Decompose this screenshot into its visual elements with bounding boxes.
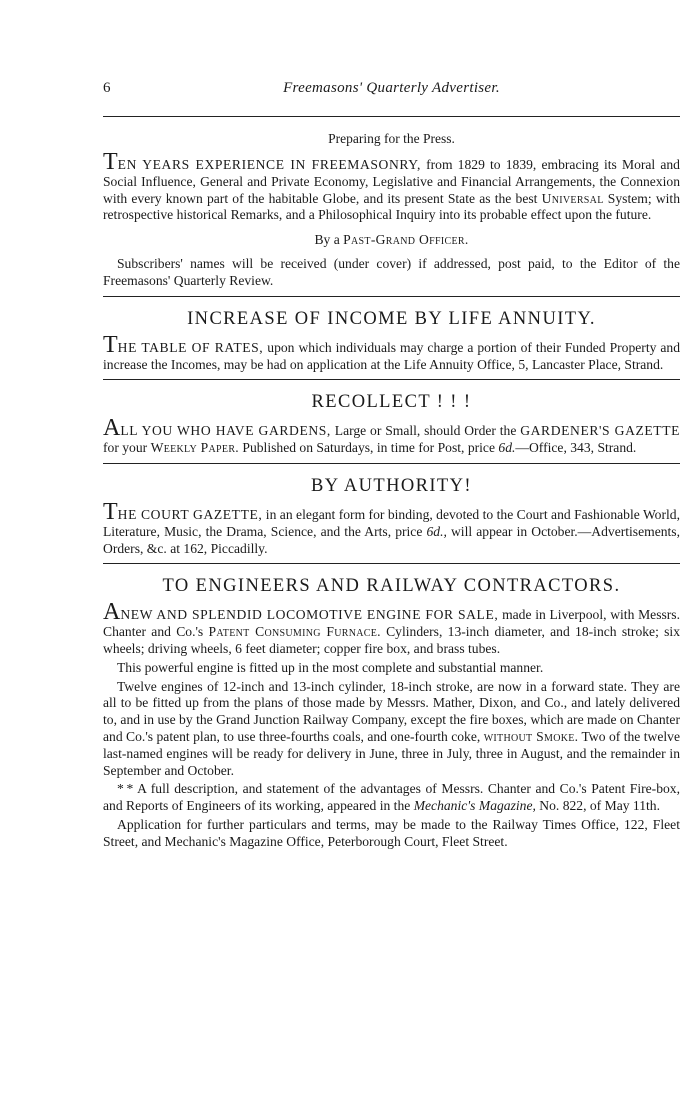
ad5-para-2: This powerful engine is fitted up in the most complete and substantial manner. (117, 659, 544, 675)
ad-ten-years-experience (103, 117, 680, 296)
ad2-heading: INCREASE OF INCOME BY LIFE ANNUITY. (187, 308, 596, 329)
ad-engineers (103, 564, 680, 856)
ad5-title: NEW AND SPLENDID LOCOMOTIVE ENGINE FOR SALE, (120, 607, 499, 623)
ad1-universal: Universal (541, 190, 604, 206)
ad5-para-3 (103, 679, 680, 780)
ad1-text-1: from 1829 to 1839, embracing its Moral and Social Influence, General and Private Economy, Legislative and Financial Arrangements, the Connexion with every known part of the habitable Globe, and its present State as the best (103, 157, 680, 206)
ad3-gardeners-gazette: GARDENER'S GAZETTE (520, 423, 681, 439)
ad3-body (103, 415, 681, 457)
ad5-drop-cap: A (103, 599, 121, 626)
ad5-para-4 (103, 781, 680, 815)
ad3-drop-cap: A (103, 415, 121, 442)
ad1-body (103, 149, 680, 224)
ad-recollect (103, 380, 680, 463)
ad3-title: LL YOU WHO HAVE GARDENS, (120, 423, 331, 439)
ad5-para-3-text-a: Twelve engines of 12-inch and 13-inch cylinder, 18-inch stroke, are now in a forward state. They are all to be fitted up from the plans of those made by Messrs. Mather, Dixon, and Co., and lately delivered to, and in use by the Grand Junction Railway Company, except the fire boxes, which are made on Chanter and Co.'s patent plan, to use three-fourths coals, and one-fourth coke, (103, 678, 680, 744)
ad5-para-5: Application for further particulars and terms, may be made to the Railway Times Office, 122, Fleet Street, and Mechanic's Magazine Office, Peterborough Court, Fleet Street. (103, 816, 680, 849)
ad1-author: Past-Grand Officer. (343, 232, 469, 248)
ad3-text-4: —Office, 343, Strand. (515, 440, 637, 456)
ad5-body (103, 599, 680, 657)
ad5-para-4-text-a: A full description, and statement of the advantages of Messrs. Chanter and Co.'s Patent Fire-box, and Reports of Engineers of its working, appeared in the (103, 781, 680, 814)
ad1-text-2: System; with retrospective historical Remarks, and a Philosophical Inquiry into its probable effect upon the future. (103, 190, 680, 223)
ad5-asterism: * * (117, 781, 138, 797)
ad1-subscribers: Subscribers' names will be received (under cover) if addressed, post paid, to the Editor of the Freemasons' Quarterly Review. (103, 256, 680, 288)
ad4-text-2: will appear in October.—Advertisements, Orders, &c. at 162, Piccadilly. (103, 523, 680, 556)
ad5-magazine: Mechanic's Magazine, (413, 798, 536, 814)
ad3-price: 6d. (498, 440, 516, 456)
running-title: Freemasons' Quarterly Advertiser. (283, 80, 500, 96)
page-number: 6 (103, 80, 111, 96)
ad4-price: 6d., (426, 523, 447, 539)
ad5-without-smoke: without Smoke. (483, 728, 579, 744)
ad1-author-prefix: By a (314, 232, 344, 248)
ad2-body (103, 331, 680, 374)
ad5-heading: TO ENGINEERS AND RAILWAY CONTRACTORS. (162, 576, 621, 597)
ad1-pre-title: Preparing for the Press. (328, 131, 455, 146)
ad4-text-1: in an elegant form for binding, devoted to the Court and Fashionable World, Literature, Music, the Drama, Science, and the Arts, price (103, 506, 680, 539)
ad5-para-3-text-b: Two of the twelve last-named engines will be ready for delivery in June, three in July, three in August, and the remainder in September and October. (103, 728, 680, 778)
ad1-drop-cap: T (103, 149, 118, 175)
ad3-text-3: Published on Saturdays, in time for Post, price (239, 440, 499, 456)
ad3-text-2: for your (103, 440, 151, 456)
ad3-text-1: Large or Small, should Order the (330, 423, 521, 439)
ad5-patent: Patent Consuming Furnace. (208, 624, 381, 640)
ad3-heading: RECOLLECT ! ! ! (311, 392, 472, 413)
ad4-title: HE COURT GAZETTE, (117, 506, 263, 522)
ad-life-annuity (103, 297, 680, 380)
ad2-title: HE TABLE OF RATES, (117, 339, 264, 355)
ad5-para-4-text-b: No. 822, of May 11th. (535, 798, 660, 814)
page (103, 78, 680, 857)
page-header (103, 78, 680, 108)
ad4-body (103, 498, 680, 557)
ad4-heading: BY AUTHORITY! (311, 475, 472, 496)
ad5-text-2: Cylinders, 13-inch diameter, and 18-inch stroke; six wheels; driving wheels, 6 feet diameter; copper fire box, and brass tubes. (103, 624, 680, 656)
ad4-drop-cap: T (103, 498, 118, 525)
ad-court-gazette (103, 464, 680, 563)
ad2-text: upon which individuals may charge a portion of their Funded Property and increase the Incomes, may be had on application at the Life Annuity Office, 5, Lancaster Place, Strand. (103, 339, 680, 372)
ad3-weekly-paper: Weekly Paper. (150, 440, 239, 456)
ad1-title: EN YEARS EXPERIENCE IN FREEMASONRY, (117, 157, 421, 172)
ad5-text-1: made in Liverpool, with Messrs. Chanter and Co.'s (103, 607, 680, 640)
ad2-drop-cap: T (103, 331, 118, 358)
ad1-author-line (103, 232, 680, 248)
